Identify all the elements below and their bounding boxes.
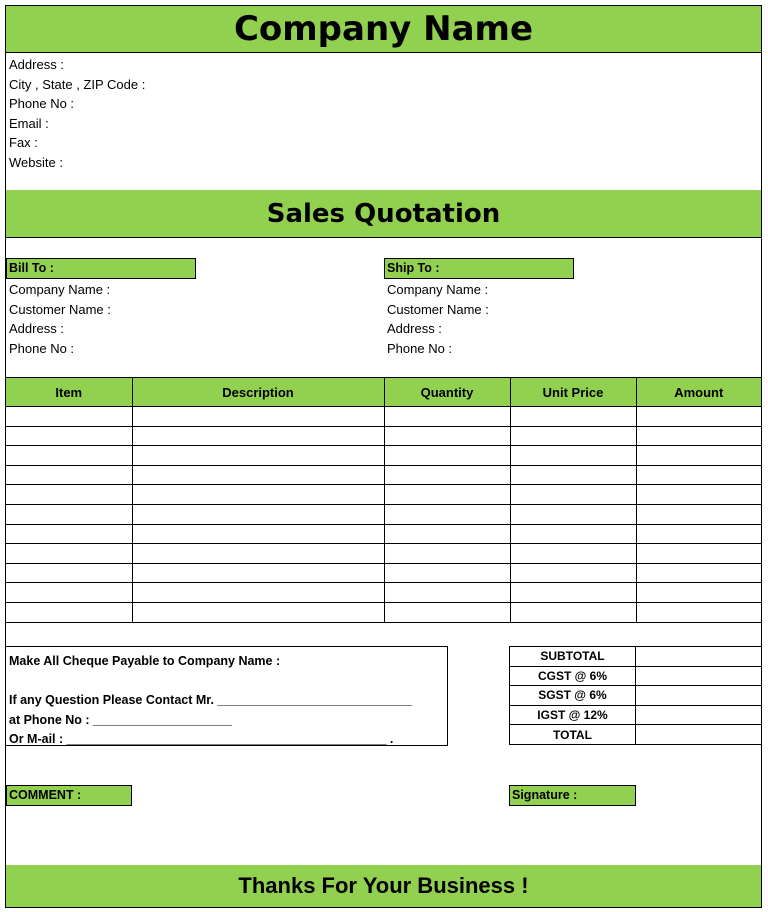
- table-cell[interactable]: [132, 504, 384, 524]
- table-cell[interactable]: [510, 583, 636, 603]
- company-info: [9, 55, 145, 173]
- bill-to-details: [9, 280, 111, 358]
- ship-to-details: [387, 280, 489, 358]
- payment-instructions: [6, 646, 448, 746]
- table-cell[interactable]: [384, 524, 510, 544]
- table-cell[interactable]: [6, 544, 132, 564]
- table-row: [6, 544, 761, 564]
- table-cell[interactable]: [510, 563, 636, 583]
- quotation-sheet: [5, 5, 762, 908]
- table-cell[interactable]: [6, 485, 132, 505]
- table-row: [6, 583, 761, 603]
- address-label: Address :: [9, 57, 64, 72]
- total-row: [510, 725, 763, 745]
- table-cell[interactable]: [132, 602, 384, 622]
- email-line: Or M-ail : ______________________________________________ .: [9, 732, 394, 747]
- divider: [6, 237, 761, 238]
- table-cell[interactable]: [510, 524, 636, 544]
- table-cell[interactable]: [132, 544, 384, 564]
- signature-label: Signature :: [509, 785, 636, 806]
- table-cell[interactable]: [636, 446, 761, 466]
- column-header: Quantity: [384, 378, 510, 407]
- sgst-row: [510, 686, 763, 706]
- table-row: [6, 485, 761, 505]
- total-label: TOTAL: [510, 725, 636, 745]
- bill-to-phone: Phone No :: [9, 340, 75, 356]
- subtotal-value[interactable]: [636, 647, 763, 667]
- company-name-title: Company Name: [233, 9, 534, 49]
- table-cell[interactable]: [384, 485, 510, 505]
- igst-label: IGST @ 12%: [510, 705, 636, 725]
- table-cell[interactable]: [636, 426, 761, 446]
- cheque-payable-line: Make All Cheque Payable to Company Name :: [9, 654, 281, 668]
- table-cell[interactable]: [384, 583, 510, 603]
- column-header: Description: [132, 378, 384, 407]
- table-cell[interactable]: [132, 426, 384, 446]
- divider: [6, 52, 761, 53]
- table-cell[interactable]: [510, 504, 636, 524]
- table-cell[interactable]: [384, 465, 510, 485]
- cgst-label: CGST @ 6%: [510, 666, 636, 686]
- cgst-value[interactable]: [636, 666, 763, 686]
- table-cell[interactable]: [510, 446, 636, 466]
- table-cell[interactable]: [6, 407, 132, 427]
- table-cell[interactable]: [6, 563, 132, 583]
- table-cell[interactable]: [636, 544, 761, 564]
- table-cell[interactable]: [384, 426, 510, 446]
- table-cell[interactable]: [6, 602, 132, 622]
- bill-to-company: Company Name :: [9, 282, 111, 297]
- table-cell[interactable]: [510, 602, 636, 622]
- table-cell[interactable]: [6, 583, 132, 603]
- table-cell[interactable]: [510, 407, 636, 427]
- contact-line: If any Question Please Contact Mr. ____________________________: [9, 693, 413, 708]
- table-cell[interactable]: [132, 407, 384, 427]
- table-cell[interactable]: [384, 446, 510, 466]
- table-row: [6, 563, 761, 583]
- table-cell[interactable]: [510, 485, 636, 505]
- comment-label: COMMENT :: [6, 785, 132, 806]
- city-label: City , State , ZIP Code :: [9, 76, 146, 92]
- table-cell[interactable]: [6, 504, 132, 524]
- ship-to-company: Company Name :: [387, 282, 489, 297]
- table-row: [6, 407, 761, 427]
- table-cell[interactable]: [636, 465, 761, 485]
- table-cell[interactable]: [132, 446, 384, 466]
- ship-to-label: Ship To :: [384, 258, 574, 279]
- sales-quotation-banner: [6, 190, 761, 237]
- table-row: [6, 446, 761, 466]
- table-row: [6, 504, 761, 524]
- bill-to-address: Address :: [9, 321, 64, 337]
- email-label: Email :: [9, 115, 49, 131]
- table-cell[interactable]: [384, 504, 510, 524]
- table-cell[interactable]: [384, 602, 510, 622]
- table-cell[interactable]: [6, 524, 132, 544]
- table-cell[interactable]: [510, 544, 636, 564]
- table-cell[interactable]: [510, 465, 636, 485]
- table-cell[interactable]: [132, 583, 384, 603]
- table-cell[interactable]: [636, 504, 761, 524]
- table-cell[interactable]: [636, 524, 761, 544]
- column-header: Amount: [636, 378, 761, 407]
- table-cell[interactable]: [384, 544, 510, 564]
- igst-value[interactable]: [636, 705, 763, 725]
- thanks-message: Thanks For Your Business !: [238, 873, 529, 898]
- column-header: Item: [6, 378, 132, 407]
- table-row: [6, 524, 761, 544]
- table-cell[interactable]: [636, 407, 761, 427]
- table-cell[interactable]: [6, 446, 132, 466]
- website-label: Website :: [9, 154, 63, 170]
- items-header-row: [6, 378, 761, 407]
- table-cell[interactable]: [132, 465, 384, 485]
- table-cell[interactable]: [636, 563, 761, 583]
- table-cell[interactable]: [510, 426, 636, 446]
- phone-line: at Phone No : ____________________: [9, 712, 233, 727]
- bill-to-customer: Customer Name :: [9, 301, 111, 317]
- table-cell[interactable]: [6, 465, 132, 485]
- thanks-banner: [6, 865, 761, 907]
- phone-label: Phone No :: [9, 96, 75, 112]
- company-name-banner: [6, 6, 761, 52]
- table-row: [6, 465, 761, 485]
- sgst-label: SGST @ 6%: [510, 686, 636, 706]
- ship-to-customer: Customer Name :: [387, 301, 489, 317]
- table-cell[interactable]: [636, 583, 761, 603]
- bill-to-label: Bill To :: [6, 258, 196, 279]
- table-cell[interactable]: [636, 485, 761, 505]
- subtotal-row: [510, 647, 763, 667]
- ship-to-address: Address :: [387, 321, 442, 337]
- column-header: Unit Price: [510, 378, 636, 407]
- table-row: [6, 602, 761, 622]
- table-cell[interactable]: [132, 524, 384, 544]
- igst-row: [510, 705, 763, 725]
- document-title: Sales Quotation: [266, 198, 501, 229]
- ship-to-phone: Phone No :: [387, 340, 453, 356]
- table-cell[interactable]: [384, 407, 510, 427]
- subtotal-label: SUBTOTAL: [510, 647, 636, 667]
- table-cell[interactable]: [132, 563, 384, 583]
- sgst-value[interactable]: [636, 686, 763, 706]
- table-cell[interactable]: [636, 602, 761, 622]
- table-cell[interactable]: [6, 426, 132, 446]
- fax-label: Fax :: [9, 135, 38, 151]
- table-row: [6, 426, 761, 446]
- items-table: [6, 377, 761, 623]
- totals-table: [509, 646, 762, 745]
- cgst-row: [510, 666, 763, 686]
- total-value[interactable]: [636, 725, 763, 745]
- table-cell[interactable]: [132, 485, 384, 505]
- table-cell[interactable]: [384, 563, 510, 583]
